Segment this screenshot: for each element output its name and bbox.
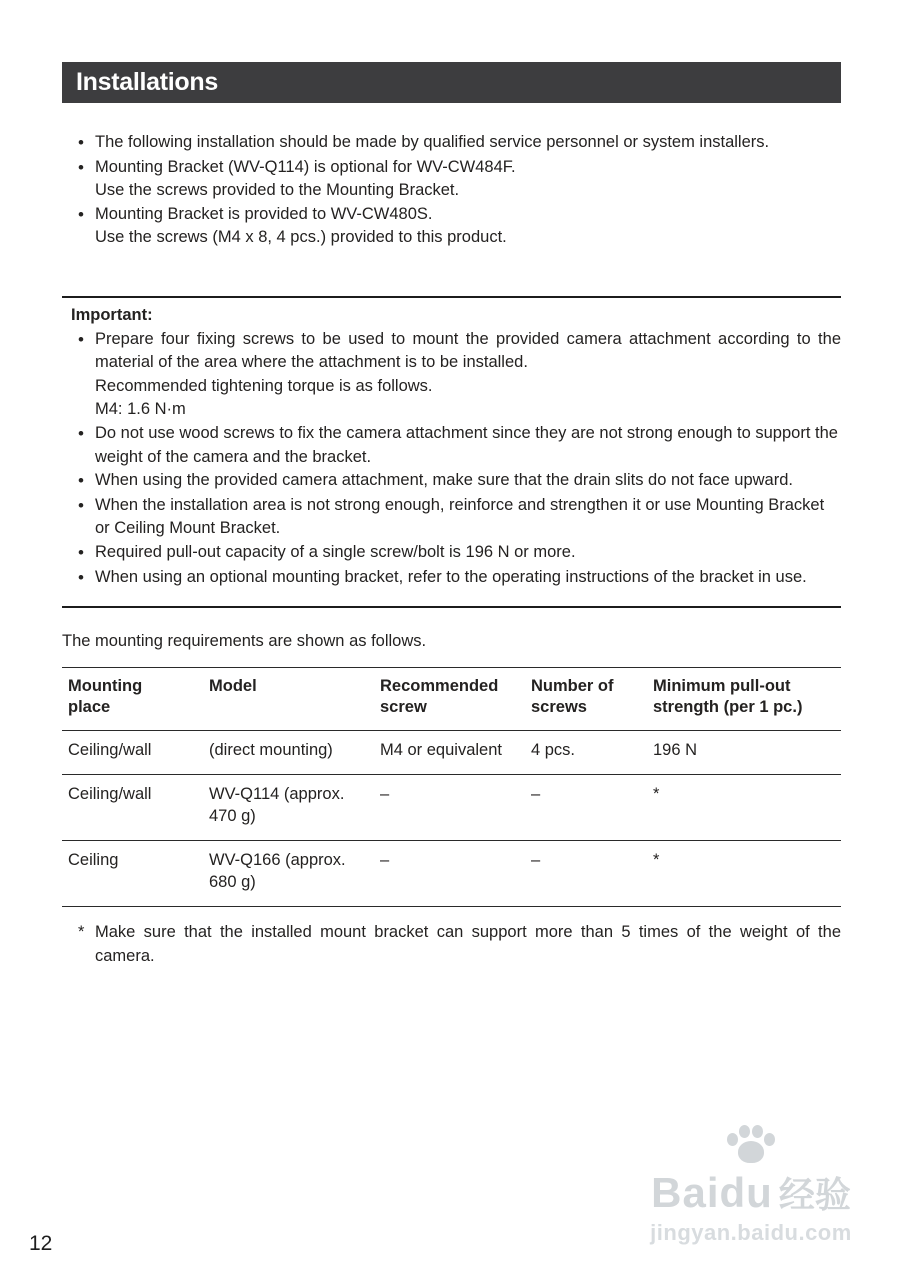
list-item bbox=[62, 131, 841, 156]
watermark-brand: Baidu bbox=[651, 1169, 773, 1216]
bullet-text: Prepare four fixing screws to be used to mount the provided camera attachment according to the material of the area where the attachment is to be installed. bbox=[95, 329, 841, 372]
table-cell: 196 N bbox=[647, 730, 841, 775]
important-heading: Important: bbox=[71, 305, 153, 324]
watermark-url: jingyan.baidu.com bbox=[650, 1220, 852, 1245]
mounting-requirements-table bbox=[62, 667, 841, 908]
table-cell: – bbox=[374, 775, 525, 841]
bullet-icon bbox=[62, 494, 95, 541]
bullet-text: Mounting Bracket is provided to WV-CW480S. bbox=[95, 204, 433, 223]
bullet-text: Use the screws provided to the Mounting Bracket. bbox=[95, 181, 460, 200]
list-item bbox=[62, 566, 841, 591]
list-item bbox=[62, 494, 841, 541]
bullet-text: Mounting Bracket (WV-Q114) is optional for WV-CW484F. bbox=[95, 157, 516, 176]
bullet-text: Use the screws (M4 x 8, 4 pcs.) provided to this product. bbox=[95, 228, 507, 247]
table-cell: – bbox=[374, 841, 525, 907]
important-bullet-list bbox=[62, 328, 841, 591]
table-footnote bbox=[62, 921, 841, 968]
table-header-cell: Model bbox=[203, 667, 374, 730]
table-cell: Ceiling/wall bbox=[62, 730, 203, 775]
footnote-marker: * bbox=[78, 923, 85, 942]
page-number: 12 bbox=[29, 1232, 53, 1255]
baidu-paw-icon bbox=[727, 1123, 775, 1165]
bullet-icon bbox=[62, 131, 95, 156]
footnote-text: Make sure that the installed mount bracket can support more than 5 times of the weight of the camera. bbox=[95, 923, 841, 965]
table-cell: – bbox=[525, 841, 647, 907]
bullet-icon bbox=[62, 541, 95, 566]
table-cell: * bbox=[647, 775, 841, 841]
bullet-text: When using the provided camera attachment, make sure that the drain slits do not face upward. bbox=[95, 471, 793, 490]
bullet-text: Recommended tightening torque is as follows. bbox=[95, 376, 433, 395]
table-cell: – bbox=[525, 775, 647, 841]
bullet-text: Required pull-out capacity of a single screw/bolt is 196 N or more. bbox=[95, 542, 576, 561]
table-row bbox=[62, 841, 841, 907]
page-content bbox=[62, 0, 841, 968]
list-item bbox=[62, 328, 841, 422]
table-cell: * bbox=[647, 841, 841, 907]
table-row bbox=[62, 730, 841, 775]
list-item bbox=[62, 541, 841, 566]
intro-bullet-list bbox=[62, 131, 841, 250]
table-header-cell: Number of screws bbox=[525, 667, 647, 730]
important-section bbox=[62, 296, 841, 608]
table-cell: (direct mounting) bbox=[203, 730, 374, 775]
bullet-icon bbox=[62, 422, 95, 469]
bullet-icon bbox=[62, 566, 95, 591]
table-cell: M4 or equivalent bbox=[374, 730, 525, 775]
list-item bbox=[62, 203, 841, 250]
bullet-text: When the installation area is not strong enough, reinforce and strengthen it or use Mounting Bracket or Ceiling Mount Bracket. bbox=[95, 495, 825, 538]
list-item bbox=[62, 469, 841, 494]
table-header-cell: Mounting place bbox=[62, 667, 203, 730]
table-cell: WV-Q166 (approx. 680 g) bbox=[203, 841, 374, 907]
bullet-icon bbox=[62, 156, 95, 203]
bullet-text: The following installation should be made by qualified service personnel or system installers. bbox=[95, 133, 770, 151]
table-header-cell: Minimum pull-out strength (per 1 pc.) bbox=[647, 667, 841, 730]
watermark-brand-cn: 经验 bbox=[778, 1174, 851, 1215]
bullet-text: Do not use wood screws to fix the camera attachment since they are not strong enough to support the weight of the camera and the bracket. bbox=[95, 423, 838, 466]
bullet-icon bbox=[62, 469, 95, 494]
mounting-requirements-intro: The mounting requirements are shown as follows. bbox=[62, 632, 427, 651]
page-title: Installations bbox=[76, 68, 218, 96]
baidu-watermark bbox=[626, 1123, 876, 1246]
bullet-icon bbox=[62, 328, 95, 422]
table-cell: WV-Q114 (approx. 470 g) bbox=[203, 775, 374, 841]
bullet-icon bbox=[62, 203, 95, 250]
table-header-row bbox=[62, 667, 841, 730]
bullet-text: M4: 1.6 N·m bbox=[95, 400, 186, 419]
table-cell: Ceiling bbox=[62, 841, 203, 907]
table-header-cell: Recommended screw bbox=[374, 667, 525, 730]
section-title-bar bbox=[62, 62, 841, 103]
table-cell: 4 pcs. bbox=[525, 730, 647, 775]
table-cell: Ceiling/wall bbox=[62, 775, 203, 841]
bullet-text: When using an optional mounting bracket, refer to the operating instructions of the bracket in use. bbox=[95, 567, 807, 586]
list-item bbox=[62, 156, 841, 203]
table-row bbox=[62, 775, 841, 841]
list-item bbox=[62, 422, 841, 469]
